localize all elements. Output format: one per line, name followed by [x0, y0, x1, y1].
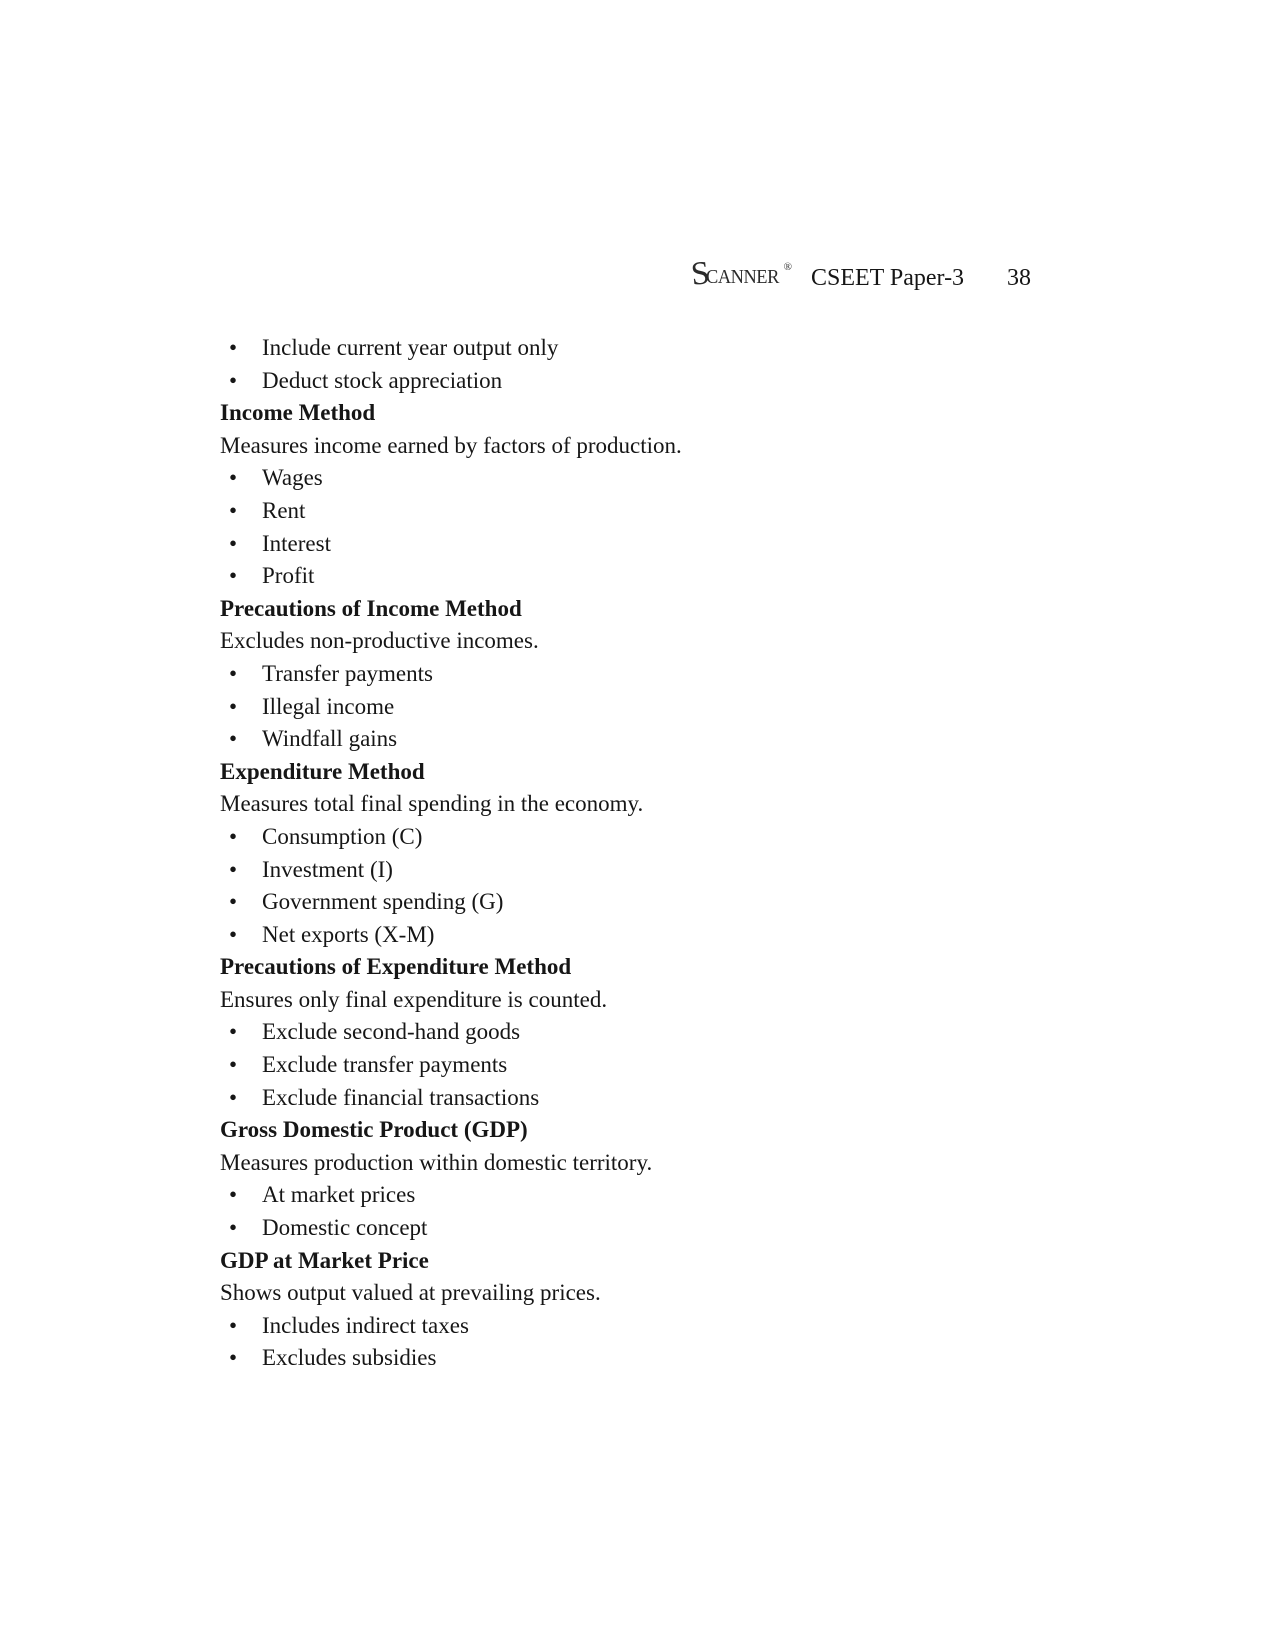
bullet-icon: •: [229, 726, 238, 752]
list-item: [220, 854, 1080, 887]
list-item: [220, 658, 1080, 691]
section-heading: Expenditure Method: [220, 758, 425, 784]
list-item-text: Deduct stock appreciation: [262, 367, 503, 393]
list-item-text: Transfer payments: [262, 660, 433, 686]
bullet-icon: •: [229, 660, 238, 686]
page-header: [0, 0, 1275, 300]
list-item: [220, 1179, 1080, 1212]
list-item-text: Exclude second-hand goods: [262, 1019, 521, 1045]
bullet-icon: •: [229, 1182, 238, 1208]
bullet-icon: •: [229, 823, 238, 849]
list-item-text: Exclude financial transactions: [262, 1084, 540, 1110]
list-item: [220, 919, 1080, 952]
list-item: [220, 332, 1080, 365]
header-paper-title: CSEET Paper-3: [811, 265, 965, 291]
bullet-list: [220, 462, 1080, 592]
list-item: [220, 365, 1080, 398]
bullet-list: [220, 658, 1080, 756]
list-item: [220, 528, 1080, 561]
list-item-text: Investment (I): [262, 856, 393, 882]
bullet-icon: •: [229, 856, 238, 882]
list-item-text: Windfall gains: [262, 726, 398, 752]
bullet-list: [220, 1179, 1080, 1244]
paragraph-text: Measures total final spending in the economy.: [220, 791, 644, 817]
bullet-icon: •: [229, 497, 238, 523]
list-item-text: Profit: [262, 563, 315, 589]
paragraph-text: Excludes non-productive incomes.: [220, 628, 539, 654]
list-item-text: At market prices: [262, 1182, 416, 1208]
bullet-icon: •: [229, 465, 238, 491]
bullet-icon: •: [229, 563, 238, 589]
list-item-text: Includes indirect taxes: [262, 1312, 469, 1338]
bullet-list: [220, 332, 1080, 397]
bullet-icon: •: [229, 367, 238, 393]
bullet-icon: •: [229, 1019, 238, 1045]
section-heading: Income Method: [220, 400, 376, 426]
list-item-text: Wages: [262, 465, 323, 491]
bullet-icon: •: [229, 889, 238, 915]
paragraph-text: Ensures only final expenditure is counted.: [220, 986, 608, 1012]
list-item: [220, 1016, 1080, 1049]
list-item: [220, 1049, 1080, 1082]
list-item-text: Excludes subsidies: [262, 1345, 437, 1371]
list-item-text: Government spending (G): [262, 889, 504, 915]
bullet-icon: •: [229, 335, 238, 360]
bullet-list: [220, 1310, 1080, 1375]
list-item-text: Rent: [262, 497, 306, 523]
page-number: 38: [1007, 265, 1031, 291]
list-item: [220, 1342, 1080, 1375]
bullet-icon: •: [229, 1052, 238, 1078]
section-heading: GDP at Market Price: [220, 1247, 429, 1273]
list-item: [220, 723, 1080, 756]
bullet-icon: •: [229, 1345, 238, 1371]
bullet-icon: •: [229, 693, 238, 719]
bullet-list: [220, 821, 1080, 951]
bullet-icon: •: [229, 921, 238, 947]
bullet-list: [220, 1016, 1080, 1114]
list-item: [220, 1212, 1080, 1245]
list-item: [220, 886, 1080, 919]
list-item-text: Exclude transfer payments: [262, 1052, 508, 1078]
list-item: [220, 462, 1080, 495]
paragraph-text: Shows output valued at prevailing prices.: [220, 1280, 601, 1306]
logo-letter-s: S: [689, 255, 712, 293]
bullet-icon: •: [229, 1312, 238, 1338]
list-item-text: Illegal income: [262, 693, 395, 719]
list-item: [220, 495, 1080, 528]
list-item-text: Consumption (C): [262, 823, 423, 849]
paragraph-text: Measures income earned by factors of production.: [220, 432, 682, 458]
list-item: [220, 560, 1080, 593]
list-item-text: Interest: [262, 530, 331, 556]
section-heading: Precautions of Income Method: [220, 595, 522, 621]
list-item-text: Domestic concept: [262, 1215, 428, 1241]
scanner-logo: [691, 249, 792, 297]
list-item: [220, 1082, 1080, 1115]
document-content: [220, 332, 1080, 1375]
logo-text: CANNER: [706, 266, 780, 288]
list-item: [220, 691, 1080, 724]
list-item: [220, 821, 1080, 854]
list-item: [220, 1310, 1080, 1343]
section-heading: Precautions of Expenditure Method: [220, 954, 572, 980]
bullet-icon: •: [229, 1084, 238, 1110]
section-heading: Gross Domestic Product (GDP): [220, 1117, 528, 1143]
bullet-icon: •: [229, 1215, 238, 1241]
paragraph-text: Measures production within domestic territory.: [220, 1149, 653, 1175]
bullet-icon: •: [229, 530, 238, 556]
list-item-text: Net exports (X-M): [262, 921, 435, 947]
registered-trademark-icon: ®: [783, 261, 792, 273]
list-item-text: Include current year output only: [262, 335, 559, 360]
